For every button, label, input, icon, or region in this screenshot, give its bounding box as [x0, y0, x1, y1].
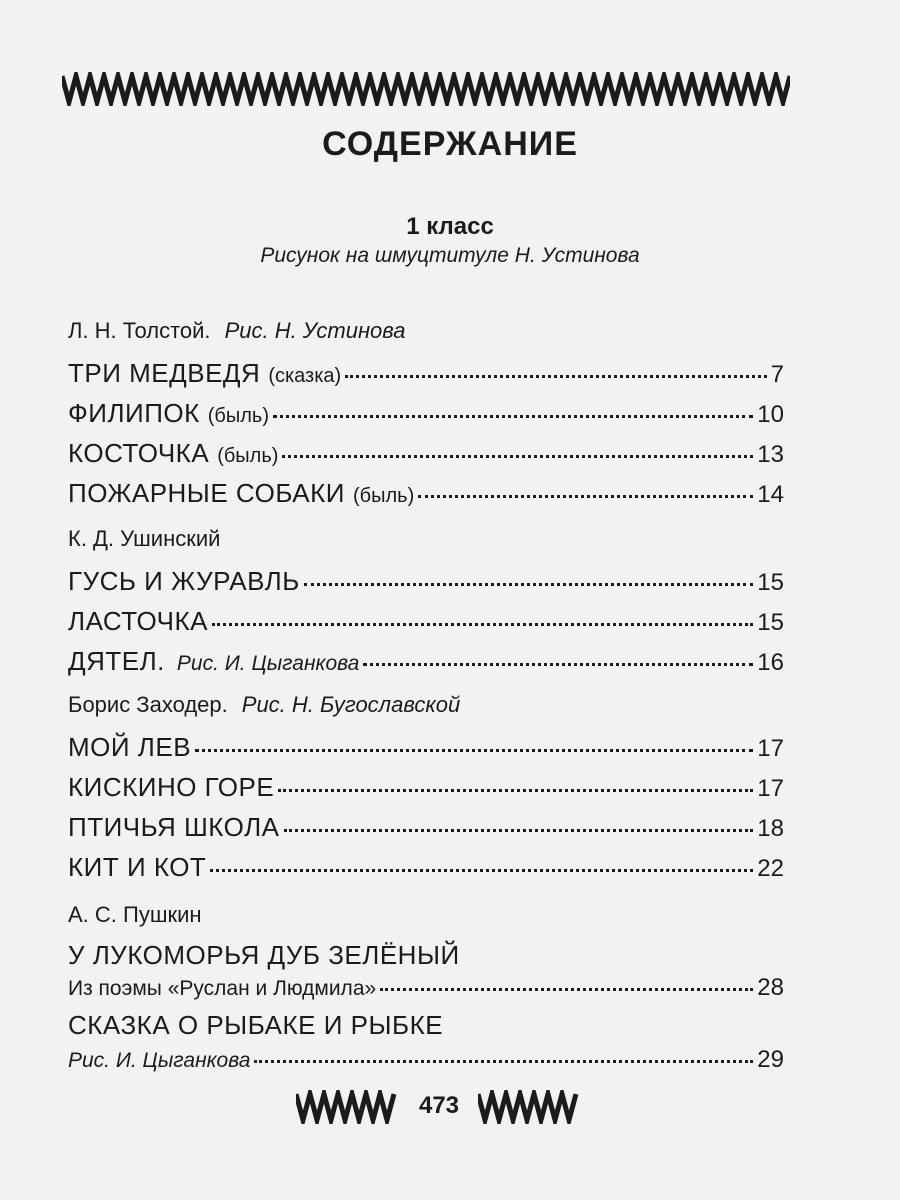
leader-dots [282, 439, 753, 458]
leader-dots [278, 773, 753, 792]
toc-entry[interactable] [68, 438, 784, 469]
section-illustrator: Рисунок на шмуцтитуле Н. Устинова [260, 244, 640, 267]
leader-dots [284, 813, 754, 832]
author-name: К. Д. Ушинский [68, 526, 221, 551]
leader-dots [273, 399, 753, 418]
entry-note: (быль) [352, 485, 415, 507]
entry-note: (сказка) [268, 365, 342, 387]
entry-page: 28 [757, 974, 784, 1001]
author-line [68, 526, 784, 552]
entry-title: КИСКИНО ГОРЕ [68, 772, 275, 802]
entry-page: 18 [757, 815, 784, 842]
toc-entry[interactable] [68, 358, 784, 389]
entry-title: СКАЗКА О РЫБАКЕ И РЫБКЕ [68, 1010, 444, 1040]
toc-entry[interactable] [68, 606, 784, 637]
leader-dots [195, 733, 753, 752]
toc-entry[interactable] [68, 398, 784, 429]
section-title: 1 класс [406, 213, 494, 240]
leader-dots [212, 607, 753, 626]
leader-dots [418, 479, 753, 498]
leader-dots [380, 972, 753, 991]
leader-dots [254, 1044, 753, 1063]
toc-entry-title-line[interactable] [68, 940, 784, 971]
entry-title: ЛАСТОЧКА [68, 606, 208, 636]
decorative-border-bottom-right [478, 1090, 582, 1124]
entry-title: ДЯТЕЛ. [68, 646, 165, 676]
toc-entry[interactable] [68, 772, 784, 803]
entry-title: ГУСЬ И ЖУРАВЛЬ [68, 566, 300, 596]
toc-entry[interactable] [68, 812, 784, 843]
entry-note: (быль) [207, 405, 270, 427]
entry-page: 17 [757, 735, 784, 762]
entry-illustrator: Рис. И. Цыганкова [176, 652, 360, 675]
entry-illustrator: Рис. И. Цыганкова [68, 1049, 251, 1072]
entry-page: 15 [757, 569, 784, 596]
entry-title: ПОЖАРНЫЕ СОБАКИ [68, 478, 345, 508]
entry-page: 16 [757, 649, 784, 676]
entry-title: ПТИЧЬЯ ШКОЛА [68, 812, 280, 842]
toc-entry[interactable] [68, 646, 784, 677]
entry-note: (быль) [217, 445, 279, 467]
entry-page: 15 [757, 609, 784, 636]
author-line [68, 692, 784, 718]
entry-title: КИТ И КОТ [68, 852, 207, 882]
leader-dots [210, 853, 753, 872]
toc-entry[interactable] [68, 566, 784, 597]
author-name: Л. Н. Толстой. [68, 318, 211, 343]
entry-title: ТРИ МЕДВЕДЯ [68, 358, 261, 388]
entry-title: У ЛУКОМОРЬЯ ДУБ ЗЕЛЁНЫЙ [68, 940, 460, 970]
entry-page: 17 [757, 775, 784, 802]
entry-page: 29 [757, 1046, 784, 1073]
entry-title: ФИЛИПОК [68, 398, 200, 428]
leader-dots [345, 359, 766, 378]
decorative-border-bottom-left [296, 1090, 400, 1124]
entry-page: 22 [757, 855, 784, 882]
entry-page: 7 [770, 361, 784, 388]
decorative-border-top [62, 72, 790, 106]
author-illustrator: Рис. Н. Устинова [224, 318, 406, 343]
toc-entry[interactable] [68, 1046, 784, 1074]
page-number: 473 [418, 1092, 460, 1119]
entry-title: МОЙ ЛЕВ [68, 732, 192, 762]
toc-entry-title-line[interactable] [68, 1010, 784, 1041]
entry-title: КОСТОЧКА [68, 438, 210, 468]
author-name: А. С. Пушкин [68, 902, 202, 927]
leader-dots [363, 647, 753, 666]
toc-entry[interactable] [68, 478, 784, 509]
entry-page: 14 [757, 481, 784, 508]
author-name: Борис Заходер. [68, 692, 228, 717]
toc-entry[interactable] [68, 732, 784, 763]
leader-dots [304, 567, 754, 586]
toc-entry[interactable] [68, 974, 784, 1002]
toc-entry[interactable] [68, 852, 784, 883]
page-title: СОДЕРЖАНИЕ [322, 125, 578, 163]
author-line [68, 318, 784, 344]
entry-page: 13 [757, 441, 784, 468]
entry-page: 10 [757, 401, 784, 428]
author-illustrator: Рис. Н. Бугославской [241, 692, 461, 717]
entry-subtitle: Из поэмы «Руслан и Людмила» [68, 977, 377, 1000]
author-line [68, 902, 784, 928]
